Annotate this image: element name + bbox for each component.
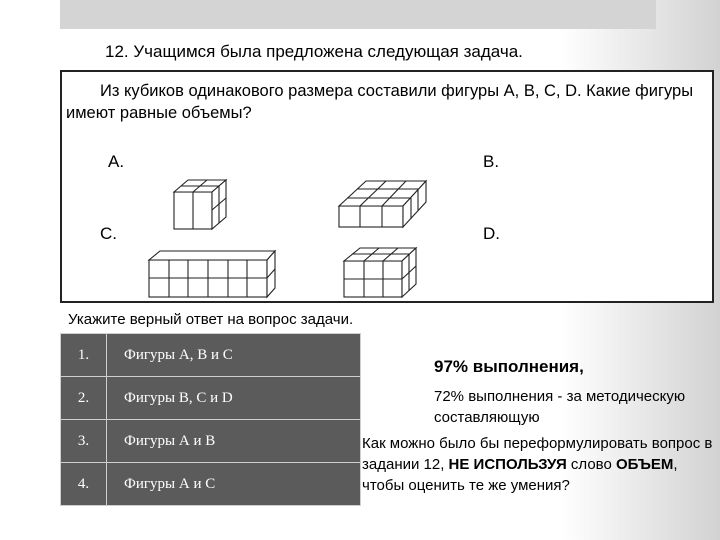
option-text: Фигуры А и В <box>107 420 361 463</box>
option-number: 3. <box>61 420 107 463</box>
figure-c-cubes <box>146 248 278 300</box>
methodical-completion-rate: 72% выполнения - за методическую составляющую <box>434 388 686 426</box>
figure-a-cubes <box>170 176 232 232</box>
question-text: слово <box>566 456 616 473</box>
answer-options-table <box>60 333 361 506</box>
completion-rate: 97% выполнения, <box>434 357 584 376</box>
option-text: Фигуры А, В и С <box>107 334 361 377</box>
option-text: Фигуры А и С <box>107 463 361 506</box>
option-row[interactable] <box>61 463 361 506</box>
option-row[interactable] <box>61 420 361 463</box>
reformulate-question <box>362 433 714 496</box>
figure-d-cubes <box>340 244 420 300</box>
figure-b-cubes <box>334 176 430 230</box>
emphasis-text: НЕ ИСПОЛЬЗУЯ <box>448 456 567 473</box>
figure-label-c: С. <box>100 224 117 243</box>
task-text: Из кубиков одинакового размера составили фигуры А, В, С, D. Какие фигуры имеют равные объемы? <box>66 82 694 122</box>
question-text: Как можно было бы переформулировать вопрос в задании 12, <box>362 435 713 473</box>
option-row[interactable] <box>61 334 361 377</box>
figure-label-a: А. <box>108 152 125 171</box>
emphasis-text: ОБЪЕМ <box>616 456 674 473</box>
option-number: 2. <box>61 377 107 420</box>
top-banner <box>60 0 656 29</box>
answer-prompt: Укажите верный ответ на вопрос задачи. <box>68 311 354 328</box>
option-text: Фигуры В, С и D <box>107 377 361 420</box>
option-number: 1. <box>61 334 107 377</box>
figure-label-d: D. <box>483 224 500 243</box>
question-text: , чтобы оценить те же умения? <box>362 456 678 494</box>
option-number: 4. <box>61 463 107 506</box>
option-row[interactable] <box>61 377 361 420</box>
question-title: 12. Учащимся была предложена следующая задача. <box>105 42 523 61</box>
figure-label-b: В. <box>483 152 500 171</box>
